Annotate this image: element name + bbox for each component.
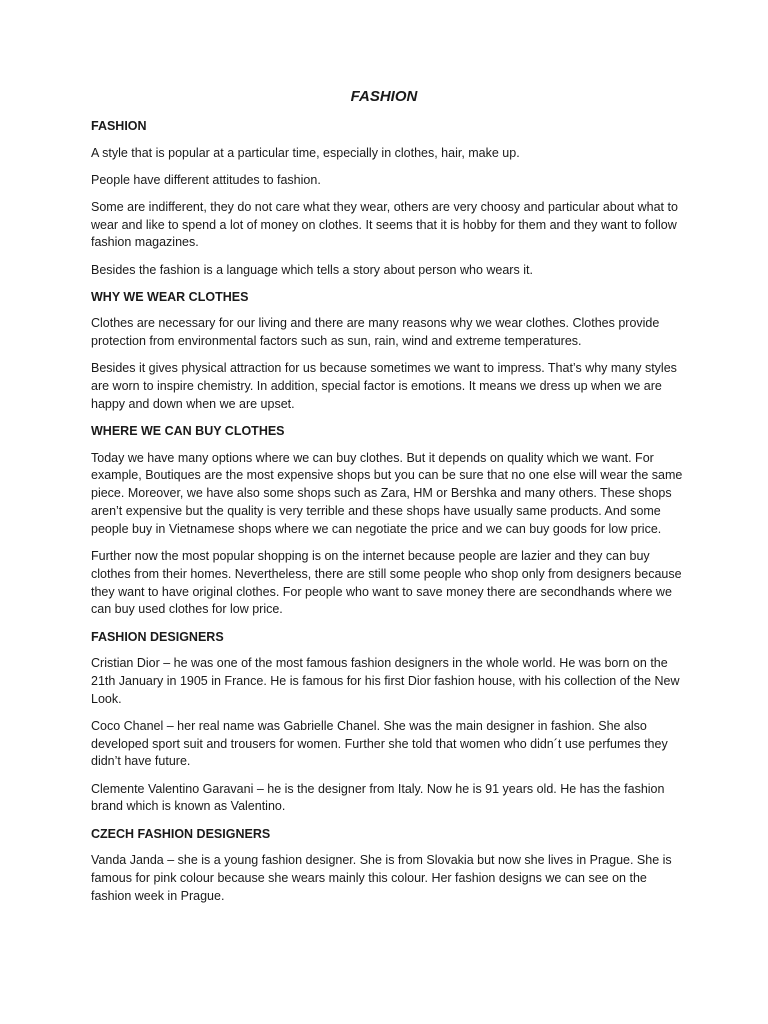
paragraph: A style that is popular at a particular time, especially in clothes, hair, make up. [91,145,520,160]
paragraph: People have different attitudes to fashion. [91,172,321,187]
document-body [91,118,685,915]
section-heading: FASHION [91,119,147,133]
paragraph: Besides the fashion is a language which tells a story about person who wears it. [91,262,533,277]
section-heading: FASHION DESIGNERS [91,629,224,644]
paragraph: Today we have many options where we can buy clothes. But it depends on quality which we want. For example, Boutiques are the most expensive shops but you can be sure that no one else will wear the same piece. Moreover, we have also some shops such as Zara, HM or Bershka and many others. These shops aren’t expensive but the quality is very terrible and these shops have usually same products. And some people buy in Vietnamese shops where we can negotiate the price and we can buy goods for low price. [91,450,683,536]
section-heading: WHY WE WEAR CLOTHES [91,289,249,304]
paragraph: Coco Chanel – her real name was Gabrielle Chanel. She was the main designer in fashion. She also developed sport suit and trousers for women. Further she told that women who didn´t use perfumes they didn’t have future. [91,718,668,769]
section-heading: WHERE WE CAN BUY CLOTHES [91,424,285,439]
page-title: FASHION [350,88,418,105]
paragraph: Clemente Valentino Garavani – he is the designer from Italy. Now he is 91 years old. He has the fashion brand which is known as Valentino. [91,781,665,814]
paragraph: Cristian Dior – he was one of the most famous fashion designers in the whole world. He was born on the 21th January in 1905 in France. He is famous for his first Dior fashion house, with his collection of the New Look. [91,656,680,706]
paragraph: Some are indifferent, they do not care what they wear, others are very choosy and particular about what to wear and like to spend a lot of money on clothes. It seems that it is hobby for them and they want to follow fashion magazines. [91,199,678,250]
paragraph: Clothes are necessary for our living and there are many reasons why we wear clothes. Clothes provide protection from environmental factors such as sun, rain, wind and extreme temperatures. [91,316,660,349]
paragraph: Vanda Janda – she is a young fashion designer. She is from Slovakia but now she lives in Prague. She is famous for pink colour because she wears mainly this colour. Her fashion designs we can see on the fashion week in Prague. [91,853,672,903]
paragraph: Besides it gives physical attraction for us because sometimes we want to impress. That’s why many styles are worn to inspire chemistry. In addition, special factor is emotions. It means we dress up when we are happy and down when we are upset. [91,361,677,411]
section-heading: CZECH FASHION DESIGNERS [91,826,271,841]
paragraph: Further now the most popular shopping is on the internet because people are lazier and they can buy clothes from their homes. Nevertheless, there are still some people who shop only from designers because they want to have original clothes. For people who want to save money there are secondhands where we can buy used clothes for low price. [91,548,682,617]
